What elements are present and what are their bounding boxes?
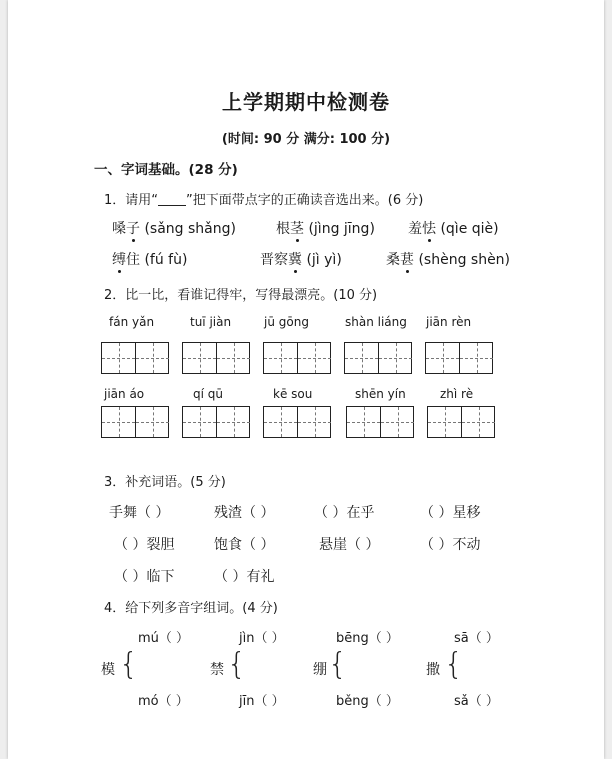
fill-in-word: （ ）在乎 <box>314 505 375 521</box>
question-1 <box>104 189 423 208</box>
brace-icon: { <box>227 647 247 682</box>
question-1-suffix: ”把下面带点字的正确读音选出来。(6 分) <box>186 193 424 208</box>
brace-icon: { <box>444 647 464 682</box>
polyphone-char: 模 <box>101 662 115 678</box>
polyphone-reading: sā（ ） <box>454 631 499 646</box>
brace-icon: { <box>328 647 348 682</box>
pinyin-label: jiān rèn <box>426 315 472 329</box>
exam-subtitle: (时间: 90 分 满分: 100 分) <box>221 132 391 147</box>
pinyin-choice: 晋察冀 (jì yì) <box>260 252 342 268</box>
writing-grid[interactable] <box>101 342 169 374</box>
pinyin-label: jiān áo <box>104 387 145 401</box>
pinyin-label: jū gōng <box>264 315 309 329</box>
polyphone-reading: mó（ ） <box>138 694 189 709</box>
fill-in-word: （ ）星移 <box>420 505 481 521</box>
pinyin-choice: 羞怯 (qìe qiè) <box>408 221 499 237</box>
fill-in-word: （ ）有礼 <box>214 569 275 585</box>
exam-page <box>8 0 604 759</box>
question-1-prefix: 1．请用“ <box>104 193 159 208</box>
pinyin-choice: 缚住 (fú fù) <box>112 252 188 268</box>
fill-in-word: 悬崖（ ） <box>319 537 380 553</box>
polyphone-reading: sǎ（ ） <box>454 694 499 709</box>
writing-grid[interactable] <box>182 342 250 374</box>
fill-in-word: （ ）临下 <box>114 569 175 585</box>
polyphone-reading: mú（ ） <box>138 631 190 646</box>
page-title: 上学期期中检测卷 <box>222 90 390 114</box>
writing-grid[interactable] <box>346 406 414 438</box>
polyphone-reading: jìn（ ） <box>239 631 285 646</box>
pinyin-choice: 桑葚 (shèng shèn) <box>386 252 511 268</box>
writing-grid[interactable] <box>344 342 412 374</box>
polyphone-char: 禁 <box>210 662 224 678</box>
question-4: 4．给下列多音字组词。(4 分) <box>104 601 278 616</box>
writing-grid[interactable] <box>182 406 250 438</box>
fill-in-word: （ ）裂胆 <box>114 537 175 553</box>
pinyin-choice: 根茎 (jìng jīng) <box>276 221 375 237</box>
polyphone-char: 撒 <box>426 662 440 678</box>
fill-in-word: （ ）不动 <box>420 537 481 553</box>
brace-icon: { <box>119 647 139 682</box>
pinyin-label: tuī jiàn <box>190 315 232 329</box>
writing-grid[interactable] <box>425 342 493 374</box>
polyphone-reading: jīn（ ） <box>239 694 285 709</box>
writing-grid[interactable] <box>263 406 331 438</box>
fill-in-word: 残渣（ ） <box>214 505 275 521</box>
question-3: 3．补充词语。(5 分) <box>104 475 226 490</box>
polyphone-reading: bēng（ ） <box>336 631 399 646</box>
pinyin-choice: 嗓子 (sǎng shǎng) <box>112 221 236 237</box>
pinyin-label: zhì rè <box>440 387 474 401</box>
pinyin-label: fán yǎn <box>109 315 155 329</box>
pinyin-label: kē sou <box>273 387 313 401</box>
polyphone-char: 绷 <box>313 662 327 678</box>
pinyin-label: qí qū <box>193 387 223 401</box>
answer-blank <box>158 205 186 206</box>
writing-grid[interactable] <box>101 406 169 438</box>
pinyin-label: shàn liáng <box>345 315 407 329</box>
question-2: 2．比一比，看谁记得牢，写得最漂亮。(10 分) <box>104 288 378 303</box>
fill-in-word: 手舞（ ） <box>109 505 170 521</box>
writing-grid[interactable] <box>263 342 331 374</box>
writing-grid[interactable] <box>427 406 495 438</box>
fill-in-word: 饱食（ ） <box>214 537 275 553</box>
section-heading: 一、字词基础。(28 分) <box>94 162 238 178</box>
pinyin-label: shēn yín <box>355 387 406 401</box>
polyphone-reading: běng（ ） <box>336 694 399 709</box>
